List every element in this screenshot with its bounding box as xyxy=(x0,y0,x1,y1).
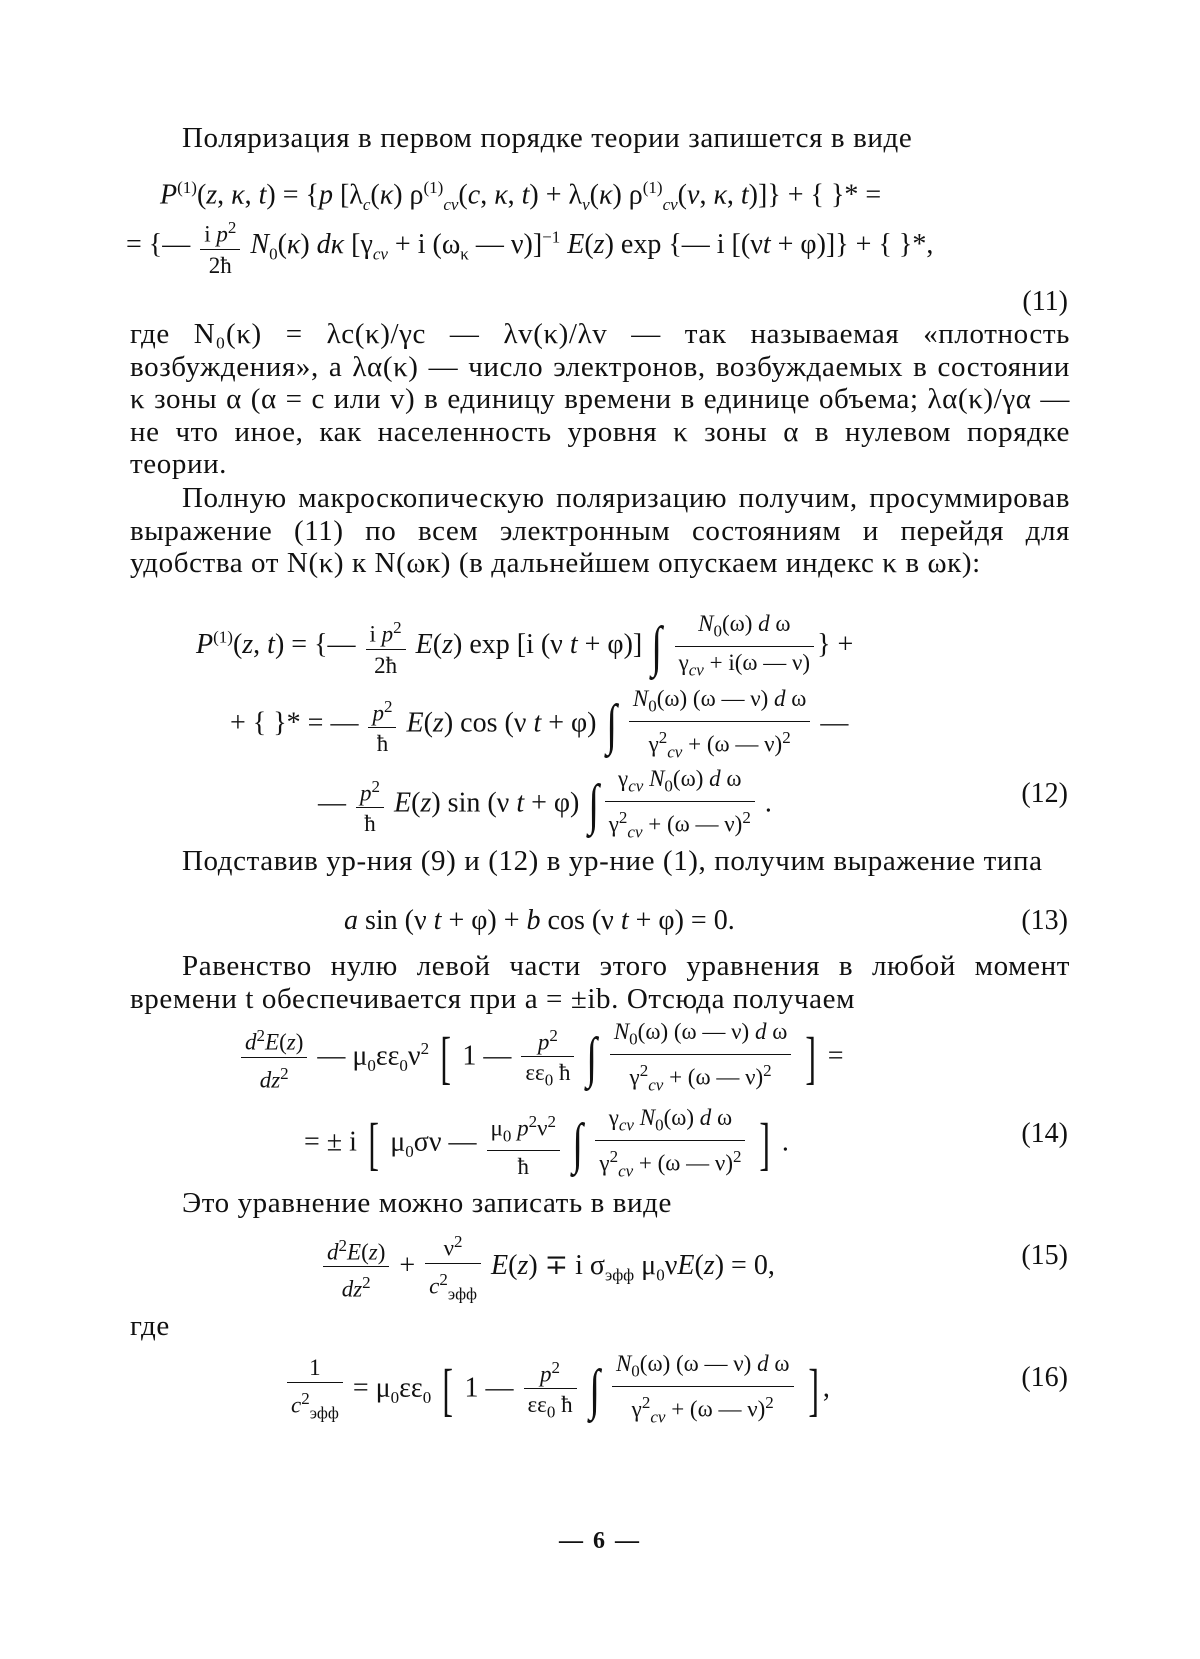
equation-11-line-1: $P^{(1)}(z$, κ, t) = {p [$\lambda_c(\kappa)$ $\rho^{(1)}_{cv}(c$, κ, $t) + \lambda_v(\kappa)$ $\rho^{(1)}_{cv}(v$, κ, t)]} + { }* = xyxy=(160,178,882,214)
page-number: — 6 — xyxy=(559,1528,641,1554)
equation-11-number: (11) xyxy=(1022,286,1068,317)
paragraph-where: где xyxy=(130,1310,170,1342)
paragraph-equality: Равенство нулю левой части этого уравнения в любой момент времени t обеспечивается при a = ±ib. Отсюда получаем xyxy=(130,950,1070,1015)
equation-14-line-1: $\frac{d^2E(z)}{dz^2}$ — $\mu_0\varepsilon\varepsilon_0\nu^2$ [ 1 — $\frac{p^2}{\varepsilon\varepsilon_0 ħ}$ ∫ $\frac{N_0(\omega) (\omega — \nu) d \omega}{\gamma^2_{cv} + (\omega — \nu)^2}$ ] = xyxy=(238,1018,844,1098)
paragraph-definitions: где N₀(κ) = λc(κ)/γc — λv(κ)/λv — так называемая «плотность возбуждения», а λα(κ) — число электронов, возбуждаемых в состоянии κ зоны α (α = c или v) в единицу времени в единице объема; λα(κ)/γα — не что иное, как населенность уровня κ зоны α в нулевом порядке теории. xyxy=(130,318,1070,480)
equation-14-line-2: = ± i [ $\mu_0\sigma\nu$ — $\frac{\mu_0 p^2\nu^2}{ħ}$ ∫ $\frac{\gamma_{cv} N_0(\omega) d \omega}{\gamma^2_{cv} + (\omega — \nu)^2}$ ] . xyxy=(304,1105,789,1180)
paragraph-macroscopic: Полную макроскопическую поляризацию получим, просуммировав выражение (11) по всем электронным состояниям и перейдя для удобства от N(κ) к N(ωк) (в дальнейшем опускаем индекс κ в ωк): xyxy=(130,482,1070,579)
paragraph-substitution: Подставив ур-ния (9) и (12) в ур-ние (1), получим выражение типа xyxy=(182,845,1043,877)
paragraph-rewrite: Это уравнение можно записать в виде xyxy=(182,1187,672,1219)
equation-12-line-1: $P^{(1)}(z$, t) = {— $\frac{i p^2}{2ħ}$ E(z) exp [i (ν t + φ)] ∫ $\frac{N_0(\omega) d \omega}{\gamma_{cv} + i(\omega — \nu)}$ } + xyxy=(196,611,854,680)
equation-11-line-2: = {— $\frac{i p^2}{2ħ}$ $N_0(\kappa)$ dκ [$\gamma_{cv} + i$ ($\omega_\kappa$ — ν)]$^{-1}$ E(z) exp {— i [(νt + φ)]} + { }*, xyxy=(126,214,933,279)
equation-15-number: (15) xyxy=(1021,1240,1068,1271)
equation-12-line-2: + { }* = — $\frac{p^2}{ħ}$ E(z) cos (ν t + φ) ∫ $\frac{N_0(\omega) (\omega — \nu) d \omega}{\gamma^2_{cv} + (\omega — \nu)^2}$ — xyxy=(230,686,849,761)
equation-12-line-3: — $\frac{p^2}{ħ}$ E(z) sin (ν t + φ) ∫ $\frac{\gamma_{cv} N_0(\omega) d \omega}{\gamma^2_{cv} + (\omega — \nu)^2}$ . xyxy=(318,766,772,841)
equation-13: a sin (ν t + φ) + b cos (ν t + φ) = 0. xyxy=(344,905,735,936)
equation-16: $\frac{1}{c^2_{эфф}}$ = $\mu_0\varepsilon\varepsilon_0$ [ 1 — $\frac{p^2}{\varepsilon\varepsilon_0 ħ}$ ∫ $\frac{N_0(\omega) (\omega — \nu) d \omega}{\gamma^2_{cv} + (\omega — \nu)^2}$ ] , xyxy=(284,1350,830,1430)
equation-12-number: (12) xyxy=(1021,778,1068,809)
equation-15: $\frac{d^2E(z)}{dz^2}$ + $\frac{\nu^2}{c^2_{эфф}}$ E(z) ∓ i $\sigma_{эфф}$ $\mu_0\nu E(z) = 0$, xyxy=(320,1228,775,1307)
paragraph-intro: Поляризация в первом порядке теории запишется в виде xyxy=(182,122,913,154)
equation-16-number: (16) xyxy=(1021,1362,1068,1393)
equation-14-number: (14) xyxy=(1021,1118,1068,1149)
equation-13-number: (13) xyxy=(1021,905,1068,936)
